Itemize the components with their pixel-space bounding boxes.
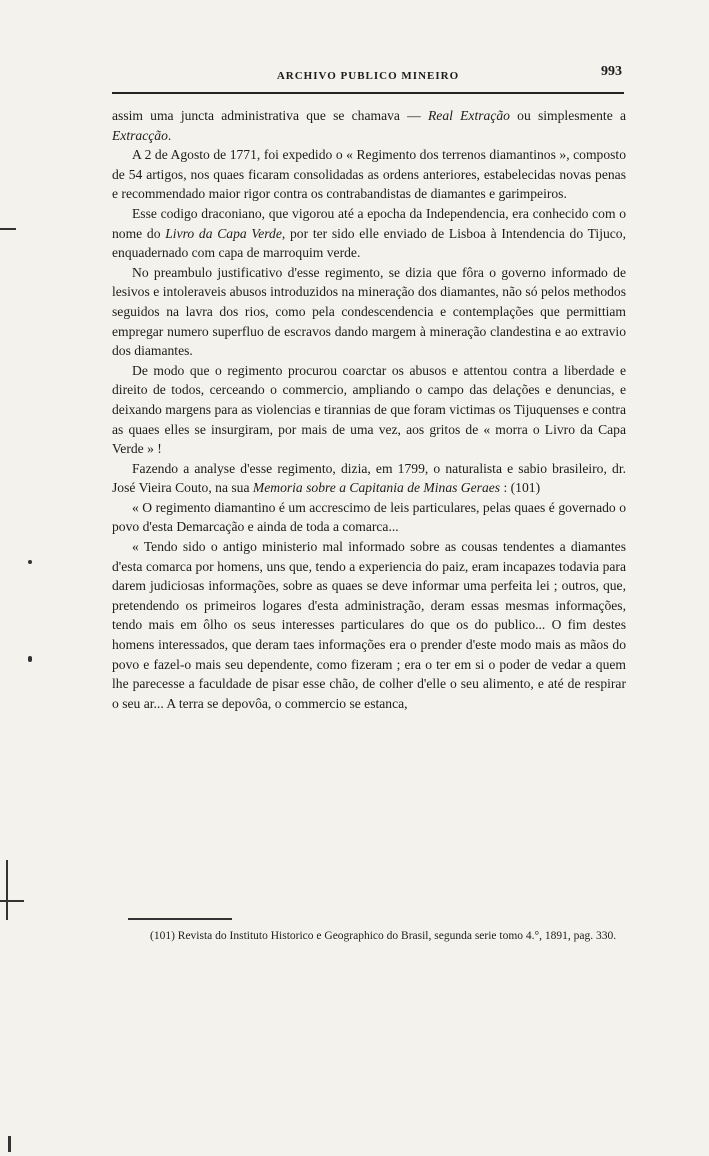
- margin-mark: [28, 656, 32, 662]
- text-run: A 2 de Agosto de 1771, foi expedido o « Regimento dos terrenos diamantinos », composto de 54 artigos, nos quaes ficaram consolidadas as ordens anteriores, estabelecidas novas penas e recommendado maior rigor contra os contrabandistas de diamantes e garimpeiros.: [112, 147, 626, 202]
- text-run: .: [167, 127, 172, 143]
- header-rule: [112, 92, 624, 94]
- paragraph: [112, 498, 626, 537]
- text-run: No preambulo justificativo d'esse regimento, se dizia que fôra o governo informado de lesivos e intoleraveis abusos introduzidos na mineração dos diamantes, não só pelos methodos seguidos na lavra dos rios, como pela condescendencia e contemplações que permittiam empregar numero superfluo de escravos dando margem à mineração clandestina e ao extravio dos diamantes.: [112, 264, 626, 359]
- margin-mark: [6, 860, 8, 920]
- italic-text: Extracção: [112, 127, 168, 143]
- footnote-rule: [128, 918, 232, 920]
- paragraph: [112, 361, 626, 459]
- text-run: : (101): [500, 480, 541, 496]
- paragraph: [112, 459, 626, 498]
- margin-mark: [28, 560, 32, 564]
- margin-mark: [0, 228, 16, 230]
- body-text: [112, 106, 626, 713]
- margin-mark: [8, 1136, 11, 1152]
- page-number: 993: [601, 64, 622, 79]
- margin-mark: [0, 900, 24, 902]
- footnote-101: (101) Revista do Instituto Historico e Geographico do Brasil, segunda serie tomo 4.°, 1891, pag. 330.: [150, 930, 617, 942]
- page-header: [112, 64, 624, 94]
- italic-text: Memoria sobre a Capitania de Minas Geraes: [252, 480, 501, 496]
- text-run: assim uma juncta administrativa que se chamava —: [112, 108, 428, 123]
- text-run: , por ter sido elle enviado de Lisboa à Intendencia do Tijuco, enquadernado com capa de marroquim verde.: [112, 225, 626, 261]
- text-run: Fazendo a analyse d'esse regimento, dizia, em 1799, o naturalista e sabio brasileiro, dr. José Vieira Couto, na sua: [112, 460, 626, 496]
- italic-text: Real Extração: [427, 108, 510, 123]
- paragraph: [112, 145, 626, 204]
- text-run: « Tendo sido o antigo ministerio mal informado sobre as cousas tendentes a diamantes d'esta comarca por homens, uns que, tendo a experiencia do paiz, eram incapazes todavia para darem judiciosas informações, sobre as quaes se deve informar uma perfeita lei ; outros, que, pretendendo os primeiros logares d'esta administração, deram essas mesmas informações, tendo mais em ôlho os seus interesses particulares do que os do publico... O fim destes homens interessados, que deram taes informações era o prender d'este modo mais as mãos do povo e fazel-o mais seu dependente, como fizeram ; era o ter em si o poder de vedar a quem lhe parecesse a faculdade de pisar esse chão, de colher d'elle o seu alimento, e até de respirar o seu ar... A terra se depovôa, o commercio se estanca,: [112, 539, 626, 711]
- text-run: De modo que o regimento procurou coarctar os abusos e attentou contra a liberdade e direito de todos, cerceando o commercio, ampliando o campo das delações e denuncias, e deixando margens para as violencias e tirannias de que foram victimas os Tijuquenses e contra as quaes elles se insurgiram, por mais de uma vez, aos gritos de « morra o Livro da Capa Verde » !: [112, 362, 626, 457]
- italic-text: Livro da Capa Verde: [165, 225, 282, 241]
- paragraph: [112, 263, 626, 361]
- text-run: « O regimento diamantino é um accrescimo de leis particulares, pelas quaes é governado o povo d'esta Demarcação e ainda de toda a comarca...: [112, 499, 626, 535]
- paragraph: [112, 106, 626, 145]
- running-title: ARCHIVO PUBLICO MINEIRO: [276, 70, 460, 82]
- text-run: Esse codigo draconiano, que vigorou até a epocha da Independencia, era conhecido com o nome do: [112, 205, 626, 241]
- paragraph: [112, 537, 626, 713]
- paragraph: [112, 204, 626, 263]
- text-run: ou simplesmente a: [509, 108, 627, 123]
